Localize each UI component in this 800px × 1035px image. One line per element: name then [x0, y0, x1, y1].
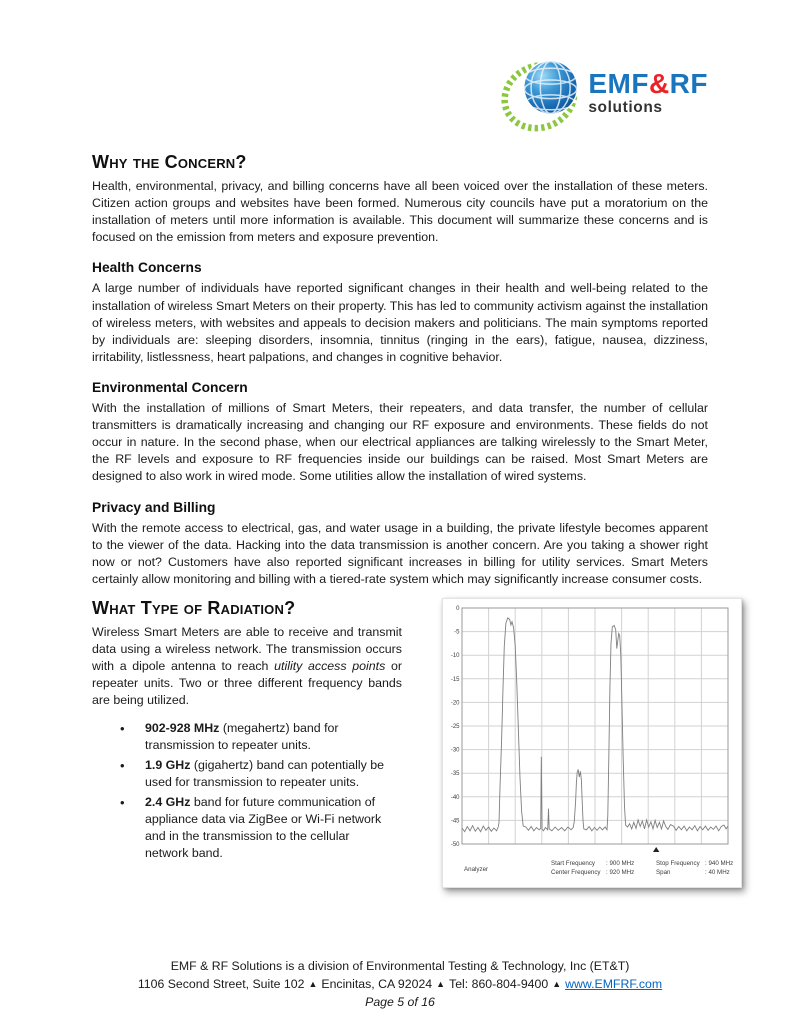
- radiation-intro-italic: utility access points: [274, 659, 386, 674]
- svg-text:Span: Span: [656, 868, 671, 876]
- svg-text:-50: -50: [450, 841, 460, 848]
- heading-what-type-of-radiation: What Type of Radiation?: [92, 597, 296, 618]
- band-bold: 902-928 MHz: [145, 720, 220, 735]
- footer-address-line: [0, 976, 800, 994]
- page-footer: [0, 958, 800, 1011]
- band-bold: 1.9 GHz: [145, 757, 191, 772]
- heading-privacy-and-billing: Privacy and Billing: [92, 499, 216, 515]
- svg-text:Center Frequency: Center Frequency: [551, 868, 601, 876]
- spectrum-plot: [443, 599, 741, 887]
- heading-environmental-concern: Environmental Concern: [92, 379, 248, 395]
- list-item-2-4ghz: [92, 794, 396, 862]
- paragraph-health-concerns: A large number of individuals have reported significant changes in their health and well-being related to the installation of wireless Smart Meters on their property. This has led to community activism against the installation of wireless meters, with websites and appeals to decision makers and politicians. The main symptoms reported by individuals are: sleeping disorders, insomnia, tinnitus (ringing in the ears), fatigue, nausea, dizziness, irritability, listlessness, heart palpations, and changes in cognitive behavior.: [92, 281, 708, 364]
- svg-text:: 40 MHz: : 40 MHz: [705, 868, 730, 876]
- heading-health-concerns: Health Concerns: [92, 260, 202, 276]
- svg-text:-45: -45: [450, 818, 460, 825]
- triangle-separator-icon: ▲: [308, 978, 318, 989]
- heading-why-the-concern: Why the Concern?: [92, 152, 247, 172]
- svg-text:-5: -5: [454, 629, 460, 636]
- paragraph-why-concern: Health, environmental, privacy, and billing concerns have all been voiced over the installation of these meters. Citizen action groups and websites have been formed. Numerous city councils have put a moratorium on the installation of meters until more information is available. This document will summarize these concerns and is focused on the emission from meters and exposure prevention.: [92, 179, 708, 245]
- band-text: (gigahertz) band can potentially be used for transmission to repeater units.: [145, 757, 385, 789]
- frequency-band-list: [92, 720, 402, 863]
- svg-text:Analyzer: Analyzer: [464, 865, 489, 873]
- svg-text:: 900 MHz: : 900 MHz: [606, 859, 635, 867]
- paragraph-privacy-and-billing: With the remote access to electrical, gas, and water usage in a building, the private lifestyle becomes apparent to the viewer of the data. Hacking into the data transmission is another concern. Are you taking a shower right now or not? Customers have also reported significant increases in billing for utility services. Smart Meters certainly allow monitoring and billing with a tiered-rate system which may significantly increase consumer costs.: [92, 520, 708, 586]
- logo-emf: EMF: [588, 67, 649, 99]
- svg-text:-25: -25: [450, 723, 460, 730]
- triangle-separator-icon: ▲: [552, 978, 562, 989]
- svg-text:-35: -35: [450, 771, 460, 778]
- footer-city: Encinitas, CA 92024: [321, 976, 433, 991]
- svg-text:Start Frequency: Start Frequency: [551, 859, 596, 867]
- emf-rf-logo: [498, 54, 708, 132]
- logo-ampersand: &: [648, 67, 670, 99]
- svg-text:-40: -40: [450, 794, 460, 801]
- svg-text:-30: -30: [450, 747, 460, 754]
- svg-text:: 940 MHz: : 940 MHz: [705, 859, 734, 867]
- radiation-section: [92, 598, 742, 888]
- svg-text:: 920 MHz: : 920 MHz: [606, 868, 635, 876]
- svg-text:-20: -20: [450, 700, 460, 707]
- spectrum-analyzer-chart: [442, 598, 742, 888]
- logo-rf: RF: [669, 67, 708, 99]
- footer-company-line: EMF & RF Solutions is a division of Environmental Testing & Technology, Inc (ET&T): [170, 959, 630, 973]
- footer-website-link[interactable]: www.EMFRF.com: [565, 976, 663, 991]
- list-item-1-9ghz: [92, 757, 396, 791]
- footer-address: 1106 Second Street, Suite 102: [137, 976, 305, 991]
- list-item-902-928mhz: [92, 720, 396, 754]
- svg-text:-15: -15: [450, 676, 460, 683]
- footer-tel: Tel: 860-804-9400: [449, 976, 549, 991]
- logo-solutions: solutions: [588, 98, 663, 116]
- svg-text:0: 0: [456, 605, 460, 612]
- paragraph-environmental-concern: With the installation of millions of Smart Meters, their repeaters, and data transfer, the number of cellular transmitters is dramatically increasing and changing our RF exposure and environments. These fields do not occur in nature. In the second phase, when our electrical appliances are talking wirelessly to the Smart Meter, the RF levels and exposure to RF frequencies inside our buildings can be raised. Most Smart Meters are designed to also work in wired mode. Some utilities allow the installation of wired systems.: [92, 400, 708, 484]
- radiation-intro-text: Wireless Smart Meters are able to receive and transmit data using a wireless network. The transmission occurs with a dipole antenna to reach: [92, 624, 402, 674]
- header: [92, 54, 708, 132]
- globe-icon: [498, 52, 592, 134]
- band-text: (megahertz) band for transmission to repeater units.: [145, 720, 339, 752]
- radiation-intro-text-2: or repeater units. Two or three different frequency bands are being utilized.: [92, 659, 402, 708]
- svg-text:Stop Frequency: Stop Frequency: [656, 859, 700, 867]
- page-number: Page 5 of 16: [365, 994, 435, 1009]
- logo-wordmark: [588, 67, 708, 117]
- triangle-separator-icon: ▲: [436, 978, 446, 989]
- band-bold: 2.4 GHz: [145, 794, 191, 809]
- paragraph-radiation-intro: [92, 624, 402, 710]
- svg-text:-10: -10: [450, 653, 460, 660]
- band-text: band for future communication of appliance data via ZigBee or Wi-Fi network and in the transmission to the cellular network band.: [145, 794, 382, 861]
